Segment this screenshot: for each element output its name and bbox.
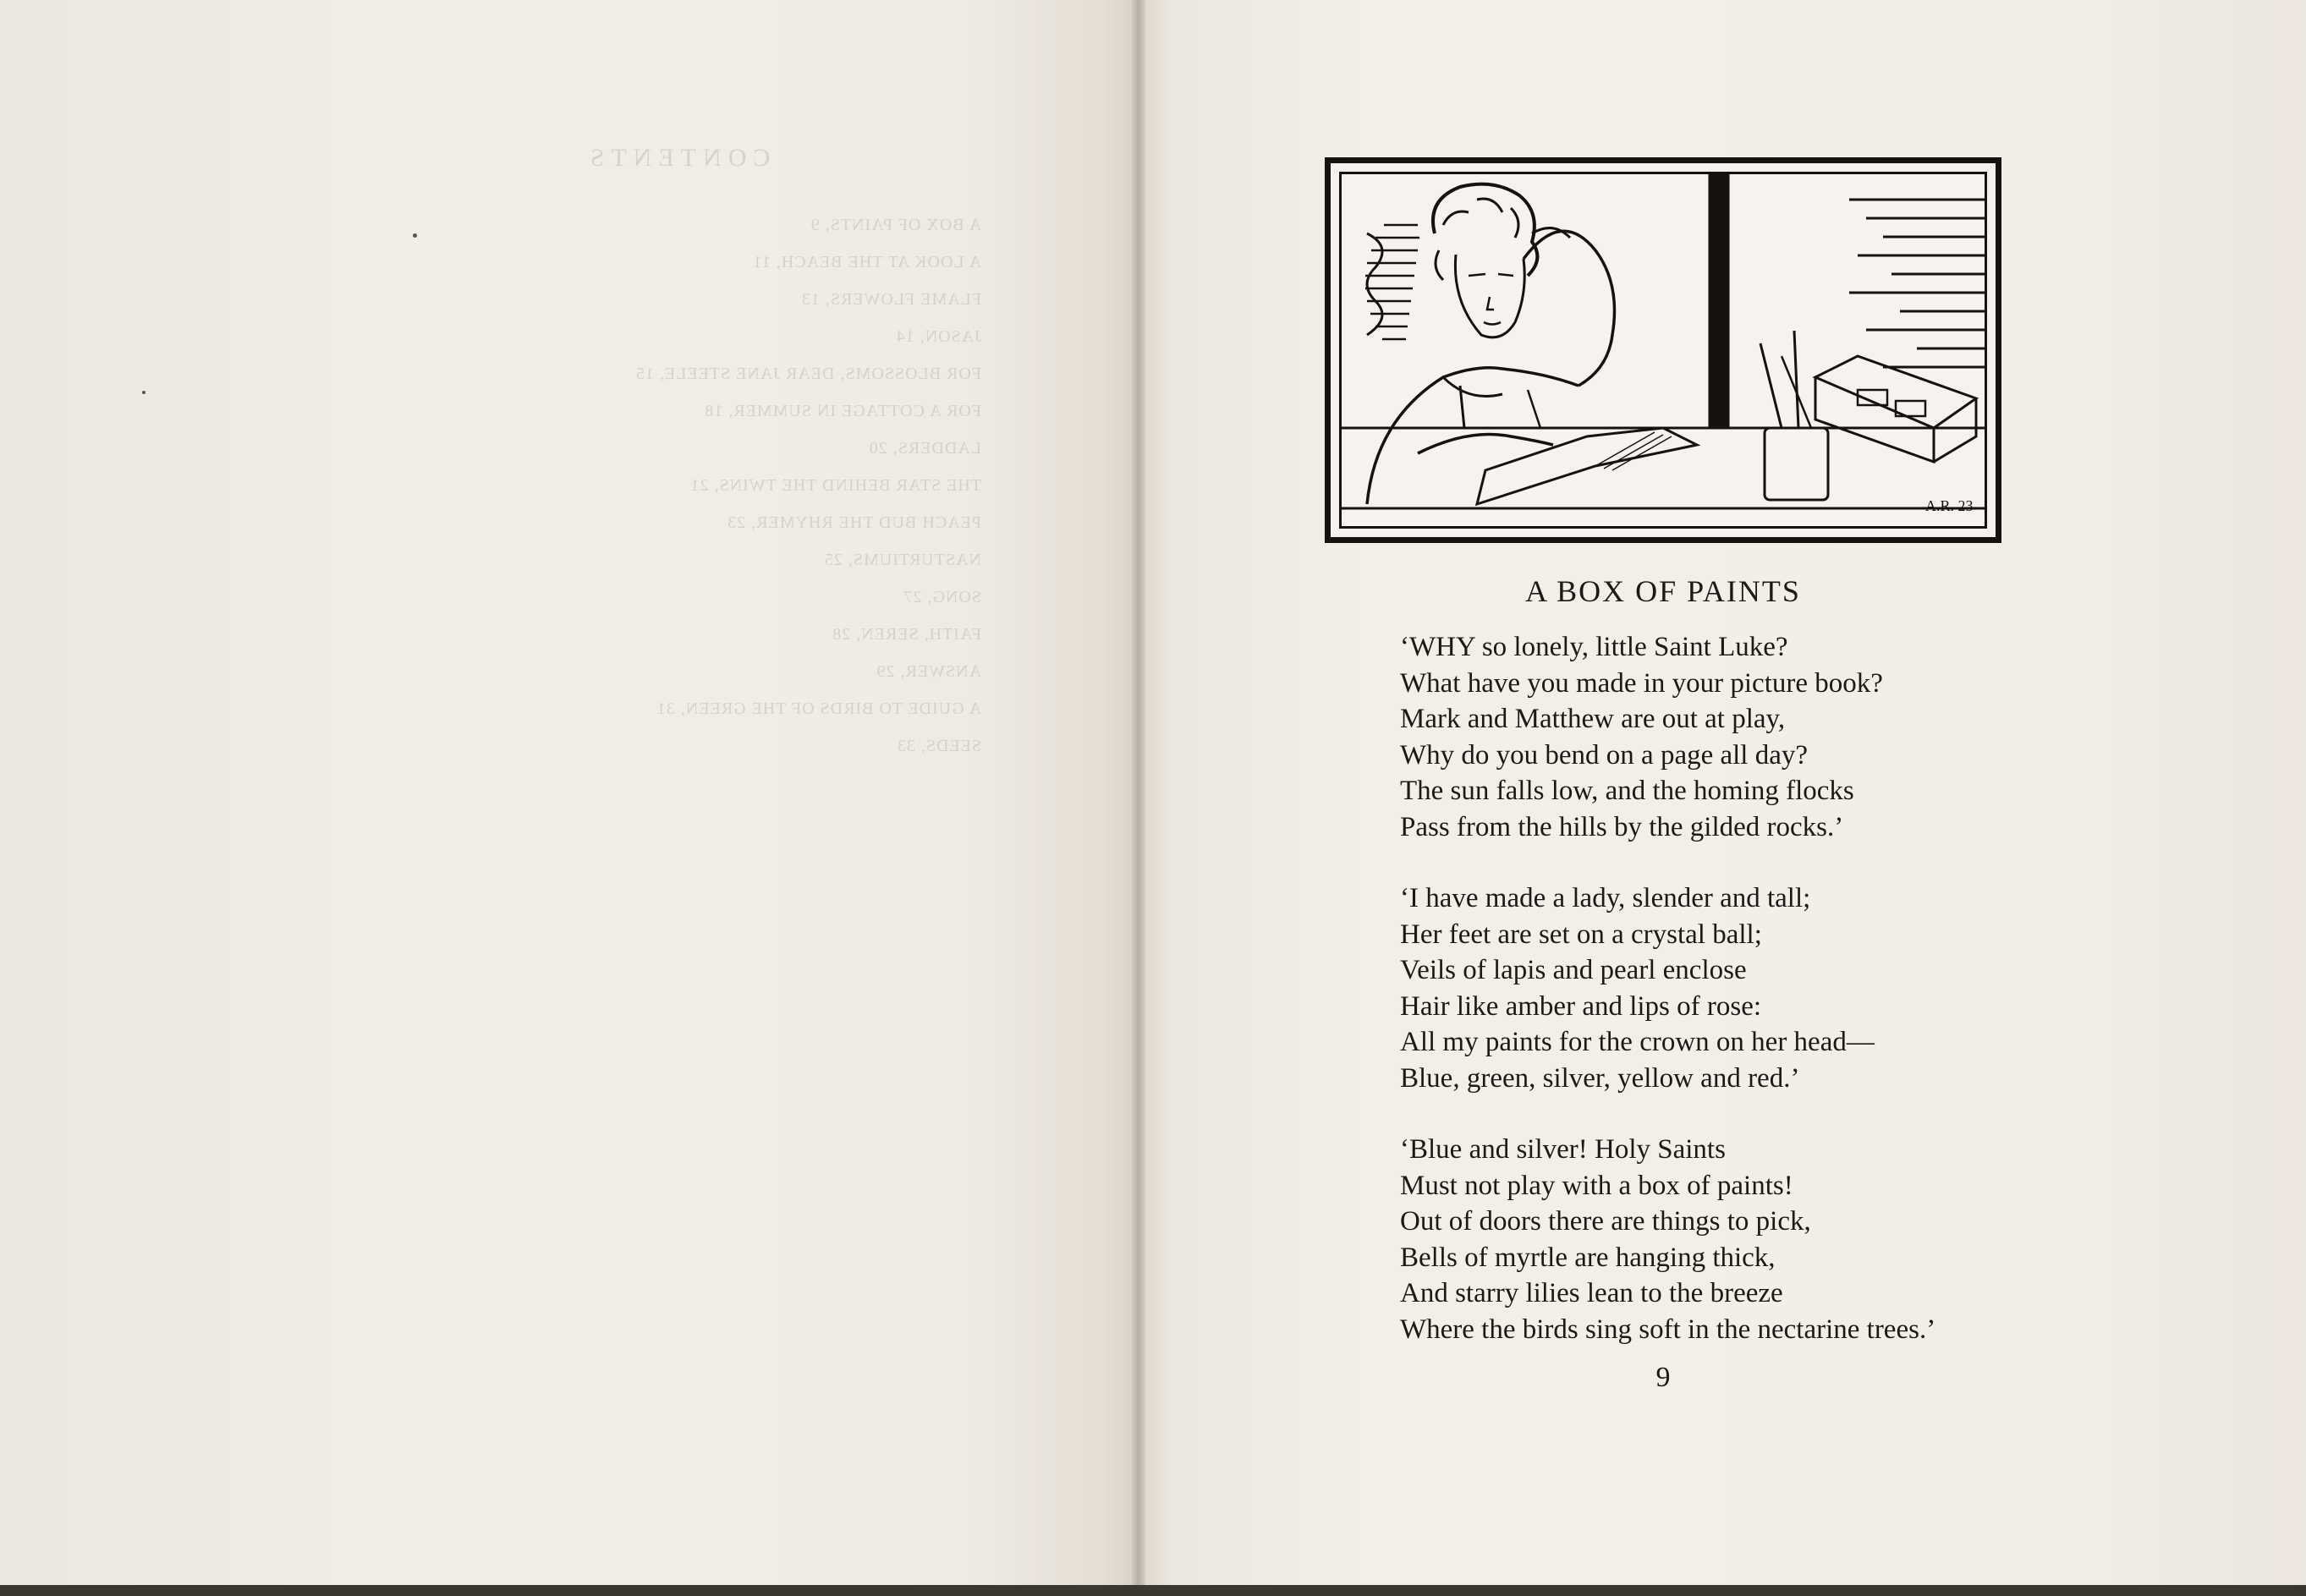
page-number: 9 xyxy=(1655,1362,1671,1393)
poem-line: Must not play with a box of paints! xyxy=(1400,1170,1793,1201)
poem-stanza xyxy=(1400,629,1992,845)
ghost-contents-entry: THE STAR BEHIND THE TWINS, 21 xyxy=(689,476,981,495)
ghost-contents-entry: FOR A COTTAGE IN SUMMER, 18 xyxy=(704,402,981,420)
ghost-contents-entry: A BOX OF PAINTS, 9 xyxy=(810,216,981,234)
poem-line: Out of doors there are things to pick, xyxy=(1400,1206,1811,1237)
poem-line: Why do you bend on a page all day? xyxy=(1400,739,1809,771)
poem-line: The sun falls low, and the homing flocks xyxy=(1400,776,1854,806)
poem-line: What have you made in your picture book? xyxy=(1400,667,1883,699)
paper-speck xyxy=(413,233,417,238)
show-through-contents xyxy=(474,144,981,765)
ghost-contents-entry: NASTURTIUMS, 25 xyxy=(823,551,981,569)
poem-stanza xyxy=(1400,880,1992,1096)
poem-line: ‘WHY so lonely, little Saint Luke? xyxy=(1400,632,1788,662)
ghost-contents-entry: PEACH BUD THE RHYMER, 23 xyxy=(727,513,981,532)
poem-line: Where the birds sing soft in the nectarine trees.’ xyxy=(1400,1314,1936,1345)
poem-line: And starry lilies lean to the breeze xyxy=(1400,1278,1783,1308)
poem-title: A BOX OF PAINTS xyxy=(1525,574,1801,608)
ghost-contents-entry: JASON, 14 xyxy=(895,327,981,346)
ghost-contents-entry: ANSWER, 29 xyxy=(876,662,981,681)
woodcut-illustration xyxy=(1325,157,2001,543)
ghost-contents-entry: FAITH, SEREN, 28 xyxy=(832,625,981,644)
book-gutter xyxy=(1132,0,1145,1596)
ghost-contents-entry: FLAME FLOWERS, 13 xyxy=(800,290,981,309)
poem-line: Mark and Matthew are out at play, xyxy=(1400,704,1786,734)
poem-line: Hair like amber and lips of rose: xyxy=(1400,990,1762,1022)
ghost-contents-entry: FOR BLOSSOMS, DEAR JANE STEELE, 15 xyxy=(634,365,981,383)
poem-line: Blue, green, silver, yellow and red.’ xyxy=(1400,1062,1800,1094)
ghost-contents-list xyxy=(474,206,981,765)
scan-edge-bottom xyxy=(0,1585,2306,1596)
poem-line: All my paints for the crown on her head— xyxy=(1400,1027,1875,1057)
poem-stanza xyxy=(1400,1132,1992,1347)
illustration-frame xyxy=(1339,172,1987,529)
illustration-monogram: A.R. 23 xyxy=(1925,497,1974,514)
left-page xyxy=(0,0,1139,1596)
poem-line: Her feet are set on a crystal ball; xyxy=(1400,919,1762,950)
poem-line: ‘Blue and silver! Holy Saints xyxy=(1400,1134,1726,1165)
paper-speck xyxy=(142,391,145,394)
ghost-contents-entry: A GUIDE TO BIRDS OF THE GREEN, 31 xyxy=(656,699,981,718)
ghost-contents-entry: A LOOK AT THE BEACH, 11 xyxy=(752,253,981,271)
poem-line: Pass from the hills by the gilded rocks.’ xyxy=(1400,811,1844,842)
poem-line: Veils of lapis and pearl enclose xyxy=(1400,955,1747,985)
ghost-contents-entry: LADDERS, 20 xyxy=(868,439,981,458)
ghost-contents-entry: SONG, 27 xyxy=(903,588,981,606)
child-painting-illustration xyxy=(1342,174,1987,528)
poem-line: Bells of myrtle are hanging thick, xyxy=(1400,1242,1776,1273)
ghost-contents-title: CONTENTS xyxy=(583,144,771,172)
poem-line: ‘I have made a lady, slender and tall; xyxy=(1400,883,1811,913)
poem-body xyxy=(1400,629,1992,1383)
ghost-contents-entry: SEEDS, 33 xyxy=(896,737,981,755)
